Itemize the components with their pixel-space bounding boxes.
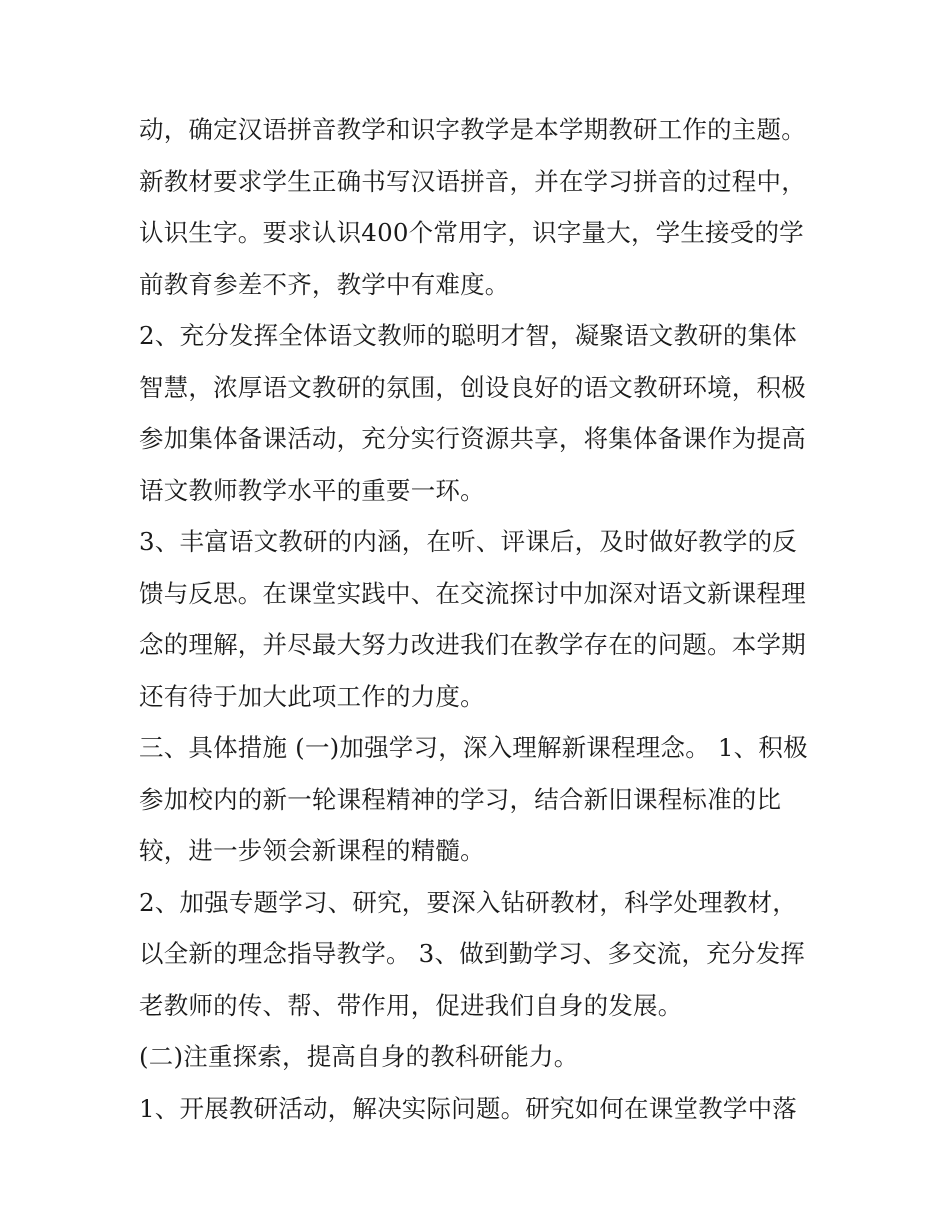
text-line: 前教育参差不齐，教学中有难度。 (139, 269, 510, 299)
text-line: 老教师的传、帮、带作用，促进我们自身的发展。 (139, 990, 683, 1020)
text-line: 三、具体措施 (一)加强学习，深入理解新课程理念。 1、积极 (139, 733, 808, 762)
text-line: 以全新的理念指导教学。 3、做到勤学习、多交流，充分发挥 (139, 939, 805, 968)
text-line: 认识生字。要求认识400个常用字，识字量大，学生接受的学 (139, 218, 804, 247)
text-line: 动，确定汉语拼音教学和识字教学是本学期教研工作的主题。 (139, 115, 806, 144)
text-line: 新教材要求学生正确书写汉语拼音，并在学习拼音的过程中， (139, 166, 806, 196)
text-line: 念的理解，并尽最大努力改进我们在教学存在的问题。本学期 (139, 630, 806, 659)
text-line: 还有待于加大此项工作的力度。 (139, 681, 485, 711)
text-line: 馈与反思。在课堂实践中、在交流探讨中加深对语文新课程理 (139, 578, 806, 608)
text-line: 3、丰富语文教研的内涵，在听、评课后，及时做好教学的反 (139, 527, 797, 556)
text-line: 2、充分发挥全体语文教师的聪明才智，凝聚语文教研的集体 (139, 321, 797, 350)
text-line: 2、加强专题学习、研究，要深入钻研教材，科学处理教材， (139, 887, 797, 917)
text-line: 语文教师教学水平的重要一环。 (139, 475, 485, 505)
text-line: 参加校内的新一轮课程精神的学习，结合新旧课程标准的比 (139, 784, 782, 814)
text-line: 较，进一步领会新课程的精髓。 (139, 836, 485, 865)
text-line: (二)注重探索，提高自身的教科研能力。 (139, 1042, 579, 1071)
text-line: 参加集体备课活动，充分实行资源共享，将集体备课作为提高 (139, 424, 806, 453)
document-body (139, 104, 819, 1134)
text-line: 智慧，浓厚语文教研的氛围，创设良好的语文教研环境，积极 (139, 372, 806, 402)
text-line: 1、开展教研活动，解决实际问题。研究如何在课堂教学中落 (139, 1093, 797, 1123)
